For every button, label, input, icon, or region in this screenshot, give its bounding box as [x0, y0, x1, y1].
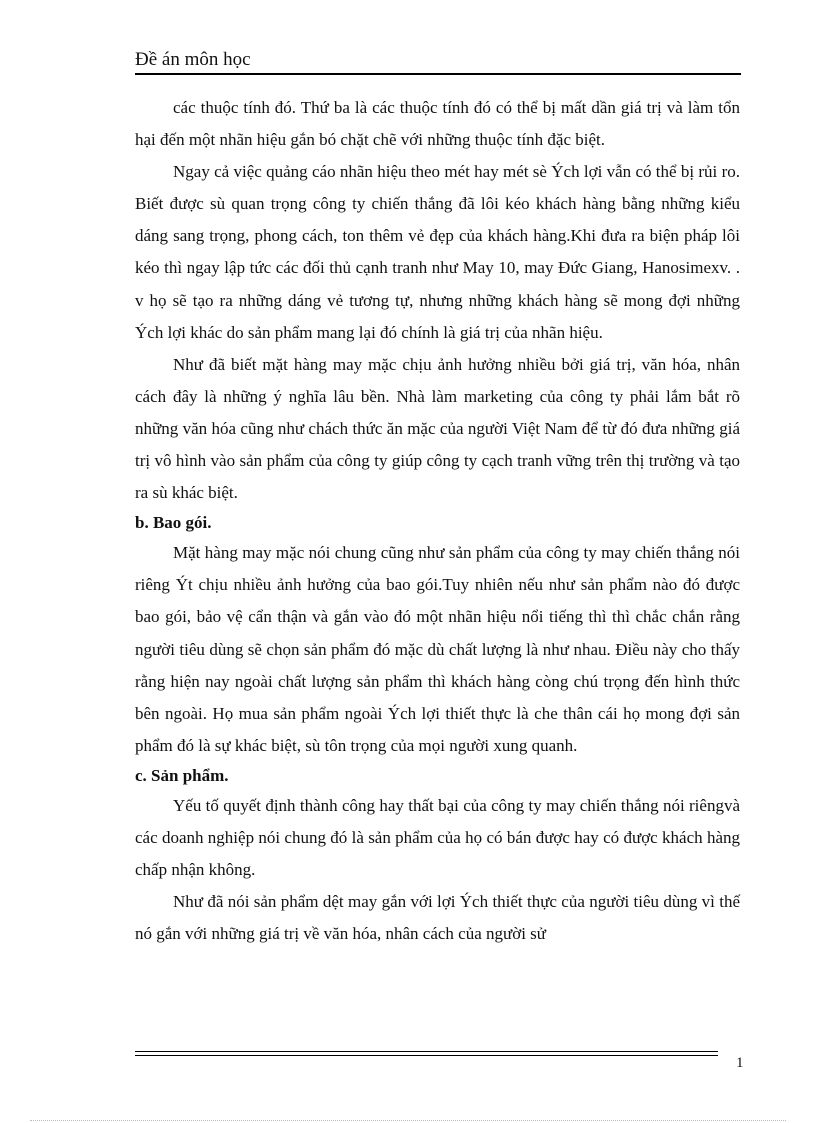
header-rule	[135, 73, 741, 75]
footer-rule	[135, 1051, 718, 1056]
section-heading: b. Bao gói.	[135, 513, 212, 533]
page-edge	[30, 1120, 786, 1121]
paragraph: các thuộc tính đó. Thứ ba là các thuộc tính đó có thể bị mất dần giá trị và làm tổn hại đến một nhãn hiệu gắn bó chặt chẽ với những thuộc tính đặc biệt.	[135, 98, 740, 150]
section-heading: c. Sản phẩm.	[135, 765, 229, 785]
page-number: 1	[736, 1055, 744, 1071]
paragraph: Mặt hàng may mặc nói chung cũng như sản phẩm của công ty may chiến thắng nói riêng Ýt chịu nhiều ảnh hưởng của bao gói.Tuy nhiên nếu như sản phẩm nào đó được bao gói, bảo vệ cẩn thận và gắn vào đó một nhãn hiệu nổi tiếng thì thì chắc chắn rằng người tiêu dùng sẽ chọn sản phẩm đó mặc dù chất lượng là như nhau. Điều này cho thấy rằng hiện nay ngoài chất lượng sản phẩm thì khách hàng còng chú trọng đến hình thức bên ngoài. Họ mua sản phẩm ngoài Ých lợi thiết thực là che thân cái họ mong đợi sản phẩm đó là sự khác biệt, sù tôn trọng của mọi người xung quanh.	[135, 543, 740, 755]
paragraph: Như đã biết mặt hàng may mặc chịu ảnh hưởng nhiều bởi giá trị, văn hóa, nhân cách đây là những ý nghĩa lâu bền. Nhà làm marketing của công ty phải lắm bắt rõ những văn hóa cũng như chách thức ăn mặc của người Việt Nam để từ đó đưa những giá trị vô hình vào sản phẩm của công ty giúp công ty cạch tranh vững trên thị trường và tạo ra sù khác biệt.	[135, 354, 740, 503]
paragraph: Ngay cả việc quảng cáo nhãn hiệu theo mét hay mét sè Ých lợi vẫn có thể bị rủi ro. Biết được sù quan trọng công ty chiến thắng đã lôi kéo khách hàng bằng những kiểu dáng sang trọng, phong cách, ton thêm vẻ đẹp của khách hàng.Khi đưa ra biện pháp lôi kéo thì ngay lập tức các đối thủ cạnh tranh như May 10, may Đức Giang, Hanosimexv. . v họ sẽ tạo ra những dáng vẻ tương tự, nhưng những khách hàng sẽ mong đợi những Ých lợi khác do sản phẩm mang lại đó chính là giá trị của nhãn hiệu.	[135, 162, 740, 342]
page-header-title: Đề án môn học	[135, 49, 251, 70]
paragraph: Yếu tố quyết định thành công hay thất bại của công ty may chiến thắng nói riêngvà các doanh nghiệp nói chung đó là sản phẩm của họ có bán được hay có được khách hàng chấp nhận không.	[135, 795, 740, 880]
paragraph: Như đã nói sản phẩm dệt may gắn với lợi Ých thiết thực của người tiêu dùng vì thế nó gắn với những giá trị về văn hóa, nhân cách của người sử	[135, 892, 740, 944]
document-body	[135, 92, 740, 950]
